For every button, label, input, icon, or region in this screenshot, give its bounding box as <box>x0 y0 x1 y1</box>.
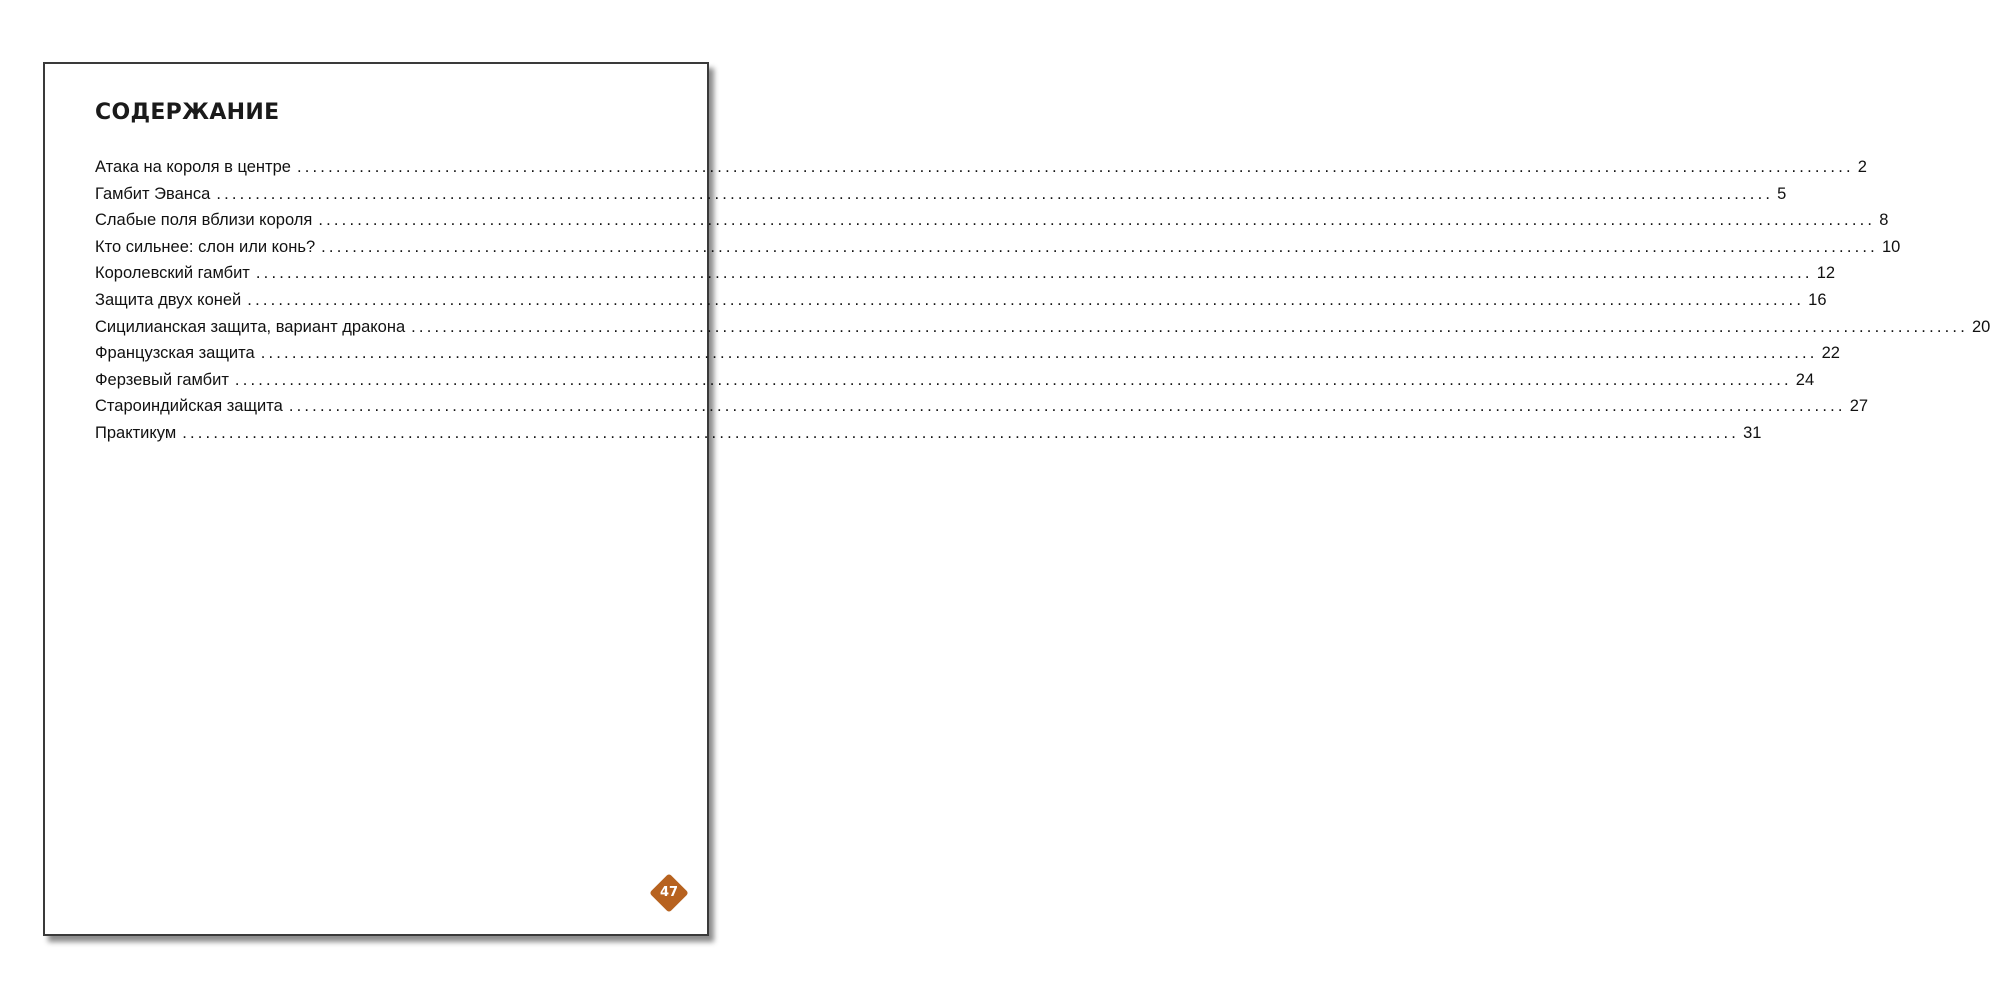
toc-entry[interactable] <box>95 237 1901 265</box>
toc-entry-title: Гамбит Эванса <box>95 184 211 203</box>
toc-entry-page: 27 <box>1849 397 1869 416</box>
toc-entry-title: Сицилианская защита, вариант дракона <box>95 317 406 336</box>
toc-entry-title: Практикум <box>95 423 177 442</box>
toc-entry-page: 2 <box>1857 158 1867 176</box>
table-of-contents <box>95 158 1990 451</box>
contents-heading: СОДЕРЖАНИЕ <box>95 100 280 125</box>
toc-leader-dots: ........................................................................................................................................................................................................ <box>260 344 1818 363</box>
book-page <box>43 62 1990 936</box>
toc-entry-page: 24 <box>1795 370 1815 389</box>
toc-leader-dots: ........................................................................................................................................................................................................ <box>216 184 1774 203</box>
toc-entry-page: 10 <box>1881 237 1901 256</box>
toc-leader-dots: ........................................................................................................................................................................................................ <box>411 317 1968 336</box>
toc-entry-page: 16 <box>1808 290 1827 309</box>
toc-entry-title: Защита двух коней <box>95 290 242 309</box>
toc-leader-dots: ........................................................................................................................................................................................................ <box>318 211 1876 230</box>
toc-entry-page: 8 <box>1879 211 1889 230</box>
toc-leader-dots: ........................................................................................................................................................................................................ <box>288 397 1846 416</box>
toc-leader-dots: ........................................................................................................................................................................................................ <box>247 290 1805 309</box>
toc-entry-page: 20 <box>1972 317 1990 336</box>
toc-entry-title: Кто сильнее: слон или конь? <box>95 237 316 256</box>
toc-entry-title: Слабые поля вблизи короля <box>95 211 313 230</box>
toc-leader-dots: ........................................................................................................................................................................................................ <box>234 370 1792 389</box>
toc-entry-title: Ферзевый гамбит <box>95 370 229 389</box>
page-number: 47 <box>659 885 679 900</box>
toc-entry[interactable] <box>95 184 1787 212</box>
toc-entry[interactable] <box>95 290 1827 318</box>
toc-leader-dots: ........................................................................................................................................................................................................ <box>182 423 1740 442</box>
toc-entry-title: Староиндийская защита <box>95 397 283 416</box>
toc-entry[interactable] <box>95 317 1990 345</box>
toc-leader-dots: ........................................................................................................................................................................................................ <box>296 158 1854 176</box>
page-number-badge <box>650 874 688 912</box>
toc-entry-title: Французская защита <box>95 344 255 363</box>
toc-entry-page: 5 <box>1777 184 1787 203</box>
toc-entry[interactable] <box>95 344 1840 371</box>
toc-entry-page: 22 <box>1821 344 1840 363</box>
toc-leader-dots: ........................................................................................................................................................................................................ <box>255 264 1813 283</box>
toc-entry[interactable] <box>95 264 1836 291</box>
toc-entry-page: 31 <box>1743 423 1762 442</box>
toc-entry-title: Королевский гамбит <box>95 264 250 283</box>
toc-entry[interactable] <box>95 423 1762 451</box>
toc-entry[interactable] <box>95 158 1867 185</box>
toc-leader-dots: ........................................................................................................................................................................................................ <box>321 237 1878 256</box>
toc-entry[interactable] <box>95 370 1815 398</box>
toc-entry[interactable] <box>95 211 1889 238</box>
toc-entry-title: Атака на короля в центре <box>95 158 291 176</box>
toc-entry[interactable] <box>95 397 1869 424</box>
toc-entry-page: 12 <box>1816 264 1836 283</box>
